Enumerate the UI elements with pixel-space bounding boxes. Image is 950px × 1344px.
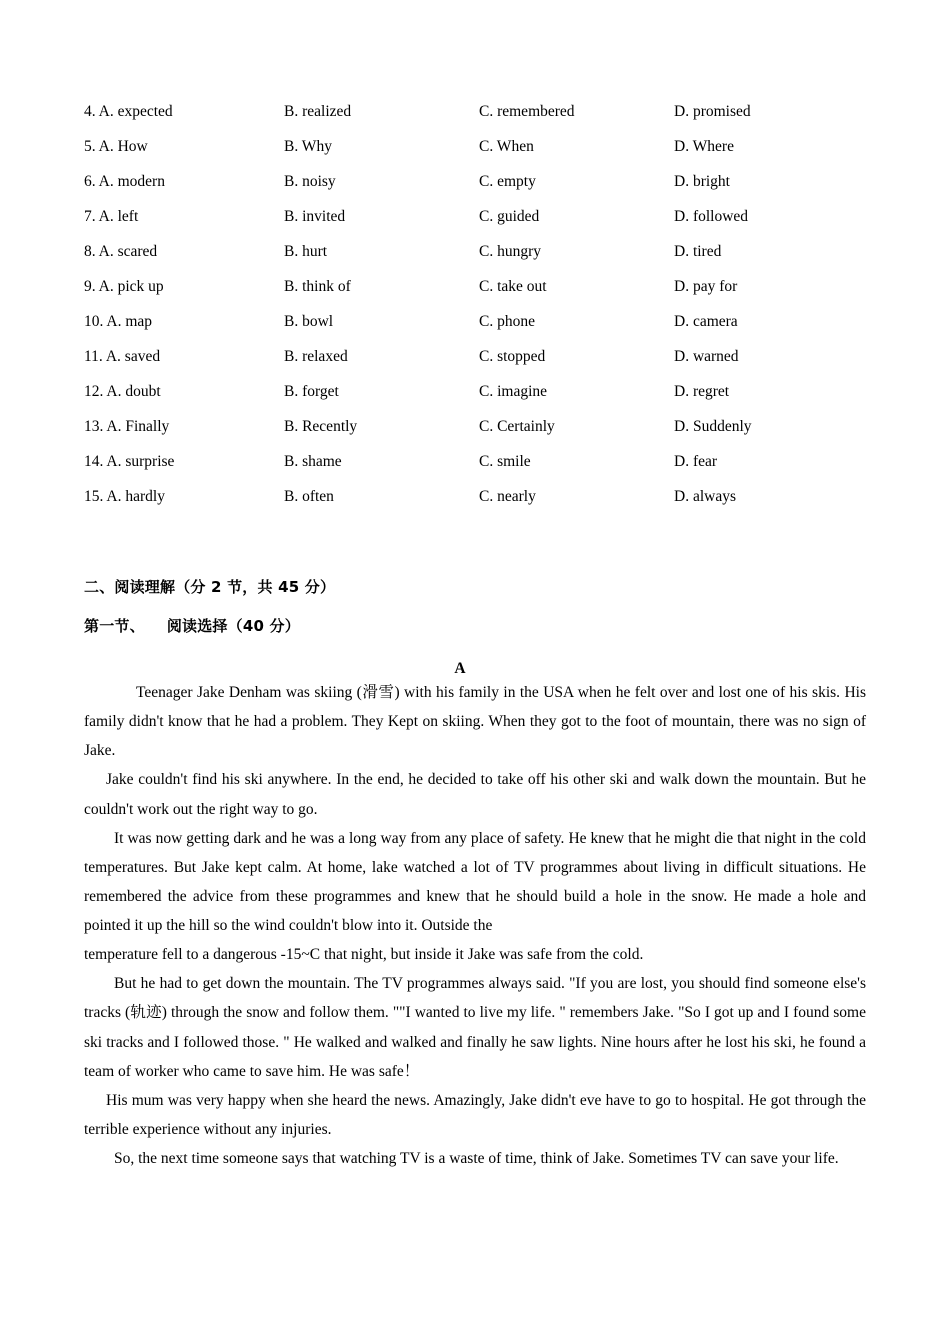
table-row (84, 174, 866, 209)
option-a (84, 454, 284, 489)
option-a-text: A. modern (98, 173, 165, 190)
option-a (84, 419, 284, 454)
option-a-text: A. saved (105, 348, 161, 365)
option-b: B. Recently (284, 418, 358, 435)
table-row (84, 139, 866, 174)
option-b: B. realized (284, 103, 352, 120)
table-row (84, 279, 866, 314)
option-d: D. camera (674, 313, 738, 330)
option-a (84, 279, 284, 314)
option-a (84, 314, 284, 349)
option-d: D. tired (674, 243, 722, 260)
cloze-options-table (84, 104, 866, 524)
option-a-text: A. map (106, 313, 153, 330)
question-number: 11. (84, 348, 103, 365)
option-c: C. imagine (479, 383, 548, 400)
option-a (84, 349, 284, 384)
question-number: 8. (84, 243, 96, 260)
option-c: C. Certainly (479, 418, 555, 435)
option-c: C. nearly (479, 488, 536, 505)
passage-paragraph-3: It was now getting dark and he was a long way from any place of safety. He knew that he might die that night in the cold temperatures. But Jake kept calm. At home, lake watched a lot of TV programmes about living in difficult situations. He remembered the advice from these programmes and knew that he should build a hole in the snow. He made a hole and pointed it up the hill so the wind couldn't blow into it. Outside the (84, 829, 866, 934)
question-number: 4. (84, 103, 96, 120)
option-a-text: A. pick up (98, 278, 164, 295)
question-number: 13. (84, 418, 104, 435)
question-number: 15. (84, 488, 104, 505)
option-a (84, 384, 284, 419)
question-number: 5. (84, 138, 96, 155)
option-d: D. Where (674, 138, 734, 155)
table-row (84, 454, 866, 489)
option-d: D. warned (674, 348, 739, 365)
option-d: D. always (674, 488, 736, 505)
passage-paragraph-4: temperature fell to a dangerous -15~C that night, but inside it Jake was safe from the cold. (84, 946, 644, 964)
option-b: B. relaxed (284, 348, 348, 365)
table-row (84, 209, 866, 244)
subsection-label: 第一节、 (84, 617, 145, 635)
option-b: B. forget (284, 383, 339, 400)
option-b: B. think of (284, 278, 351, 295)
question-number: 12. (84, 383, 104, 400)
option-a (84, 489, 284, 524)
option-c: C. hungry (479, 243, 541, 260)
option-c: C. guided (479, 208, 540, 225)
option-a-text: A. How (98, 138, 148, 155)
passage-paragraph-6: His mum was very happy when she heard the news. Amazingly, Jake didn't eve have to go to hospital. He got through the terrible experience without any injuries. (84, 1091, 866, 1138)
passage-label: A (454, 660, 466, 677)
section-two-heading: 二、阅读理解（分 2 节，共 45 分） (84, 578, 336, 596)
option-d: D. bright (674, 173, 730, 190)
option-a (84, 139, 284, 174)
option-a (84, 244, 284, 279)
option-a-text: A. left (98, 208, 139, 225)
option-c: C. phone (479, 313, 535, 330)
option-a (84, 104, 284, 139)
option-d: D. regret (674, 383, 730, 400)
cloze-options-body (84, 104, 866, 524)
option-c: C. stopped (479, 348, 546, 365)
table-row (84, 489, 866, 524)
question-number: 10. (84, 313, 104, 330)
table-row (84, 384, 866, 419)
option-a-text: A. Finally (106, 418, 170, 435)
option-a-text: A. doubt (106, 383, 161, 400)
passage-paragraph-2: Jake couldn't find his ski anywhere. In the end, he decided to take off his other ski and walk down the mountain. But he couldn't work out the right way to go. (84, 771, 866, 818)
option-c: C. empty (479, 173, 536, 190)
option-d: D. Suddenly (674, 418, 752, 435)
passage-paragraph-5: But he had to get down the mountain. The TV programmes always said. "If you are lost, you should find someone else's tracks (轨迹) through the snow and follow them. ""I wanted to live my life. " remembers Jake. "So I got up and I found some ski tracks and I followed those. " He walked and walked and finally he saw lights. Nine hours after he lost his ski, he found a team of worker who came to save him. He was safe！ (84, 975, 866, 1080)
passage-paragraph-7: So, the next time someone says that watching TV is a waste of time, think of Jake. Sometimes TV can save your life. (114, 1150, 839, 1167)
option-a (84, 174, 284, 209)
option-a-text: A. hardly (106, 488, 165, 505)
passage-paragraph-1: Teenager Jake Denham was skiing (滑雪) with his family in the USA when he felt over and lost one of his skis. His family didn't know that he had a problem. They Kept on skiing. When they got to the foot of mountain, there was no sign of Jake. (84, 684, 866, 760)
question-number: 6. (84, 173, 96, 190)
question-number: 7. (84, 208, 96, 225)
table-row (84, 419, 866, 454)
subsection-text: 阅读选择（40 分） (166, 617, 300, 635)
option-d: D. promised (674, 103, 751, 120)
question-number: 14. (84, 453, 104, 470)
option-a-text: A. scared (98, 243, 158, 260)
option-b: B. bowl (284, 313, 334, 330)
option-d: D. fear (674, 453, 718, 470)
option-b: B. Why (284, 138, 332, 155)
option-c: C. take out (479, 278, 547, 295)
option-c: C. When (479, 138, 534, 155)
option-a-text: A. surprise (106, 453, 175, 470)
option-b: B. noisy (284, 173, 336, 190)
option-a-text: A. expected (98, 103, 173, 120)
table-row (84, 349, 866, 384)
question-number: 9. (84, 278, 96, 295)
option-b: B. often (284, 488, 334, 505)
option-a (84, 209, 284, 244)
option-c: C. smile (479, 453, 531, 470)
option-c: C. remembered (479, 103, 575, 120)
option-b: B. hurt (284, 243, 328, 260)
option-b: B. invited (284, 208, 346, 225)
table-row (84, 314, 866, 349)
option-b: B. shame (284, 453, 342, 470)
option-d: D. pay for (674, 278, 738, 295)
subsection-heading (84, 615, 866, 636)
table-row (84, 244, 866, 279)
table-row (84, 104, 866, 139)
option-d: D. followed (674, 208, 749, 225)
